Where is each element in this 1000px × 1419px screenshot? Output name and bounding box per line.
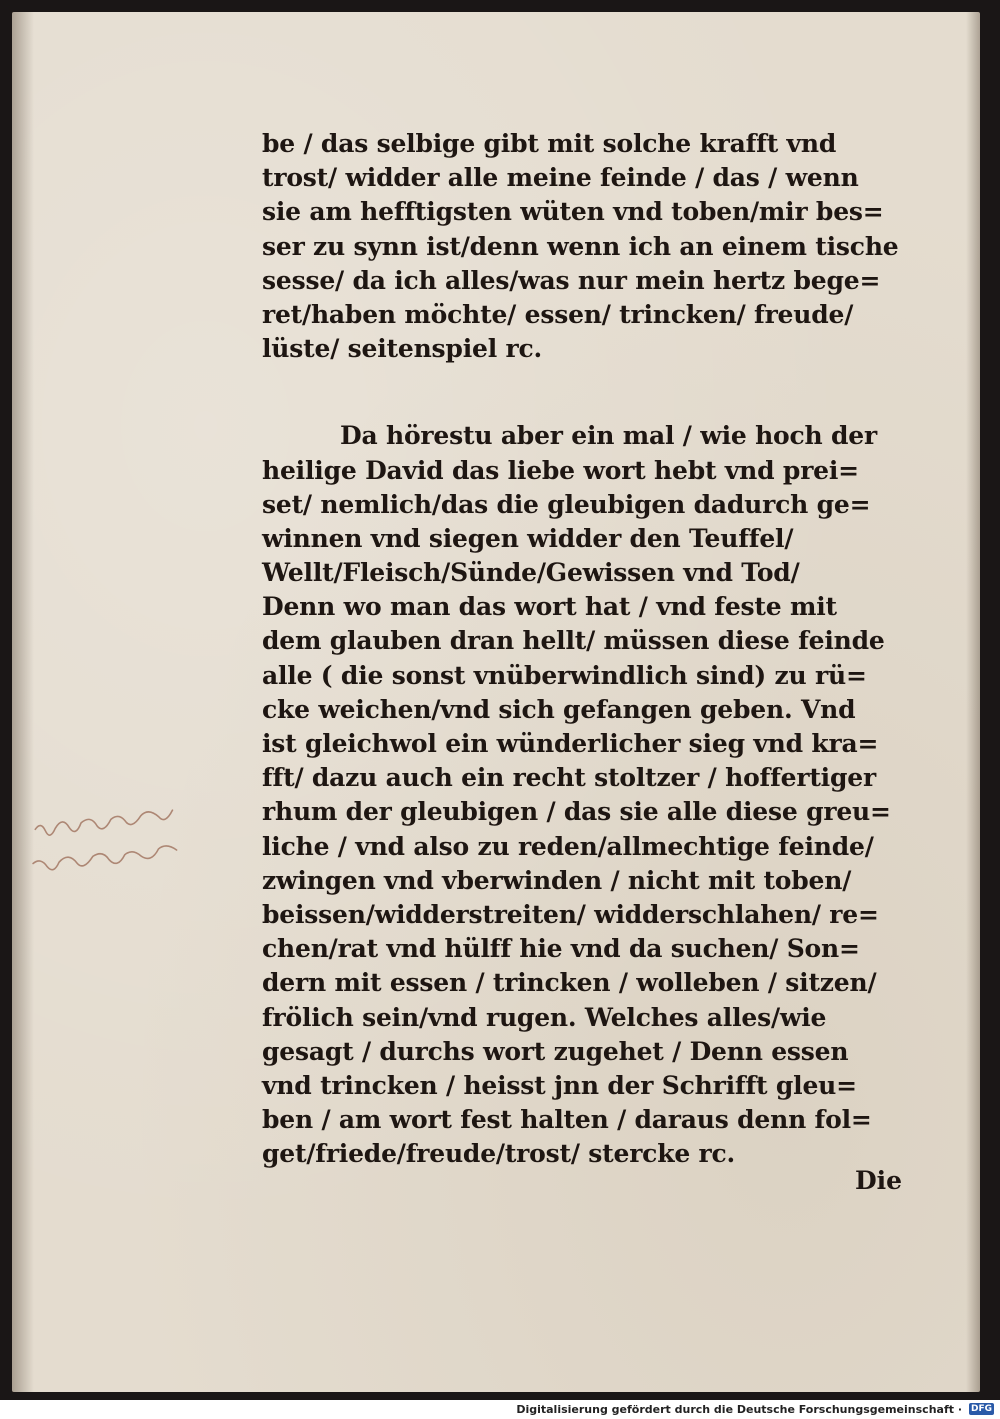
text-line: gesagt / durchs wort zugehet / Denn essen: [262, 1036, 849, 1066]
text-line: beissen/widderstreiten/ widderschlahen/ re=: [262, 899, 879, 929]
text-line: alle ( die sonst vnüberwindlich sind) zu rü=: [262, 660, 867, 690]
text-line: winnen vnd siegen widder den Teuffel/: [262, 523, 794, 553]
text-line: cke weichen/vnd sich gefangen geben. Vnd: [262, 694, 856, 724]
page-gutter-shadow: [12, 12, 34, 1392]
text-line: heilige David das liebe wort hebt vnd prei=: [262, 455, 859, 485]
text-line: frölich sein/vnd rugen. Welches alles/wie: [262, 1002, 827, 1032]
paragraph-1: [262, 127, 922, 366]
text-line: zwingen vnd vberwinden / nicht mit toben/: [262, 865, 852, 895]
text-line: Da hörestu aber ein mal / wie hoch der: [340, 421, 877, 451]
text-line: fft/ dazu auch ein recht stoltzer / hoffertiger: [262, 763, 876, 793]
paragraph-gap: [262, 366, 922, 419]
text-line: be / das selbige gibt mit solche krafft vnd: [262, 129, 837, 158]
text-line: get/friede/freude/trost/ stercke rc.: [262, 1139, 736, 1169]
text-line: trost/ widder alle meine feinde / das / wenn: [262, 163, 859, 193]
marginalia-ink-strokes: [27, 804, 250, 885]
body-text: [262, 127, 922, 1171]
text-line: Wellt/Fleisch/Sünde/Gewissen vnd Tod/: [262, 558, 800, 588]
footer-bar: [0, 1400, 1000, 1419]
text-line: dern mit essen / trincken / wolleben / sitzen/: [262, 968, 877, 998]
dfg-logo-icon: DFG: [970, 1404, 992, 1414]
text-line: sie am hefftigsten wüten vnd toben/mir bes=: [262, 197, 884, 227]
text-line: dem glauben dran hellt/ müssen diese feinde: [262, 626, 885, 656]
handwritten-marginalia: [27, 804, 250, 875]
text-line: ist gleichwol ein wünderlicher sieg vnd kra=: [262, 729, 879, 758]
catchword: Die: [855, 1166, 903, 1195]
text-line: lüste/ seitenspiel rc.: [262, 334, 542, 364]
marginalia-scribble-2: ​: [28, 849, 30, 871]
text-line: ben / am wort fest halten / daraus denn fol=: [262, 1105, 872, 1135]
text-line: set/ nemlich/das die gleubigen dadurch ge=: [262, 489, 871, 519]
text-line: Denn wo man das wort hat / vnd feste mit: [262, 592, 837, 622]
funding-credit: Digitalisierung gefördert durch die Deutsche Forschungsgemeinschaft ·: [516, 1403, 962, 1416]
text-line: vnd trincken / heisst jnn der Schrifft gleu=: [262, 1070, 857, 1100]
marginalia-scribble-1: ​: [26, 819, 28, 841]
text-line: rhum der gleubigen / das sie alle diese greu=: [262, 797, 891, 827]
paragraph-2: [262, 419, 922, 1171]
marginalia-stroke-2: [33, 845, 178, 870]
text-line: ser zu synn ist/denn wenn ich an einem tische: [262, 231, 899, 261]
text-line: sesse/ da ich alles/was nur mein hertz bege=: [262, 265, 881, 295]
text-line: chen/rat vnd hülff hie vnd da suchen/ Son=: [262, 934, 860, 964]
text-line: liche / vnd also zu reden/allmechtige feinde/: [262, 831, 874, 861]
marginalia-stroke-1: [35, 810, 174, 836]
page-edge-shadow: [966, 12, 980, 1392]
text-line: ret/haben möchte/ essen/ trincken/ freude/: [262, 299, 854, 329]
